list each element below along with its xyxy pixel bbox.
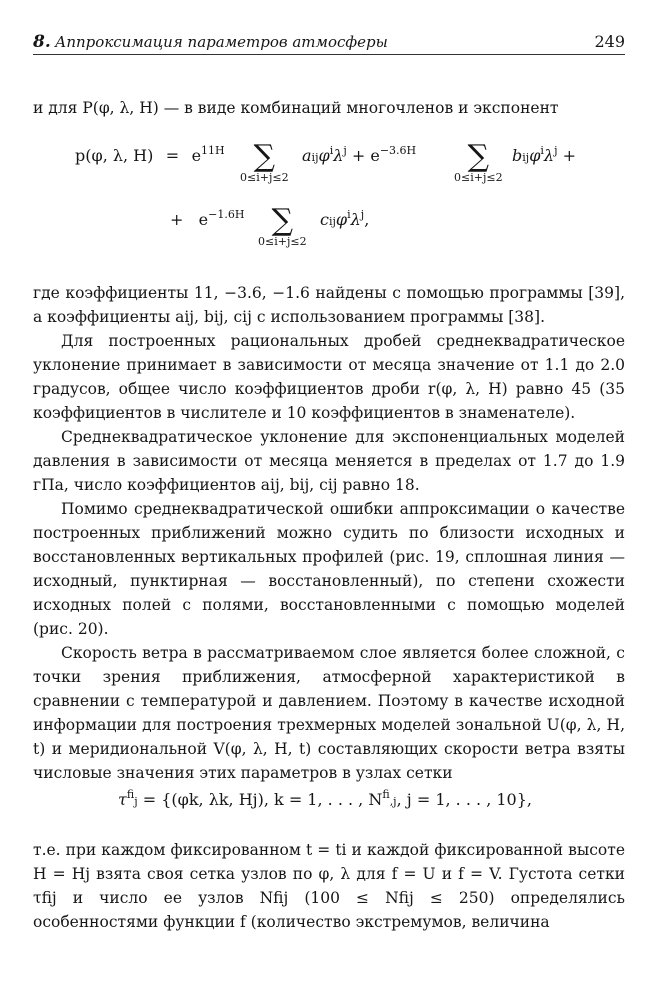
paragraph-quality: Помимо среднеквадратической ошибки аппроксимации о качестве построенных приближений можно судить по близости исходных и восстановленных вертикальных профилей (рис. 19, сплошная линия — исходный, пунктирная — восстановленный), по степени схожести исходных полей с полями, восстановленными с помощью моделей (рис. 20). — [33, 500, 625, 638]
formula-lhs: p(φ, λ, H) — [75, 146, 154, 165]
sum-symbol-3: ∑ 0≤i+j≤2 — [258, 203, 307, 248]
formula-grid: $\tau^fij = \{(\varphi k$, λk, Hj), k = 1, . . . , $N^fi,j$, j = 1, . . . , 10}, — [118, 788, 532, 809]
body-text-2 — [33, 838, 625, 934]
running-title: Аппроксимация параметров атмосферы — [55, 33, 388, 51]
paragraph-grid-description: т.е. при каждом фиксированном t = ti и каждой фиксированной высоте H = Hj взята своя сетка узлов по φ, λ для f = U и f = V. Густота сетки τfij и число ее узлов Nfij (100 ≤ Nfij ≤ 250) определялись особенностями функции f (количество экстремумов, величина — [33, 841, 625, 931]
formula-term1-body: $aij\varphi^i\lambda^j + e^{-3.6H}$ — [302, 144, 417, 165]
page-number: 249 — [594, 32, 625, 51]
term1-exp: e — [191, 146, 202, 165]
paragraph-rational: Для построенных рациональных дробей среднеквадратическое уклонение принимает в зависимости от месяца значение от 1.1 до 2.0 градусов, общее число коэффициентов дроби r(φ, λ, H) равно 45 (35 коэффициентов в числителе и 10 коэффициентов в знаменателе). — [33, 332, 625, 422]
sum-symbol-1: ∑ 0≤i+j≤2 — [240, 139, 289, 184]
term2-sup: −3.6H — [379, 144, 417, 157]
running-header — [33, 30, 625, 55]
term3-exp: e — [198, 210, 209, 229]
intro-line: и для P(φ, λ, H) — в виде комбинаций многочленов и экспонент — [33, 99, 559, 117]
sum-limit-1: 0≤i+j≤2 — [240, 171, 289, 184]
term3-sup: −1.6H — [208, 208, 245, 221]
paragraph-exponential: Среднеквадратическое уклонение для экспоненциальных моделей давления в зависимости от месяца меняется в пределах от 1.7 до 1.9 гПа, число коэффициентов aij, bij, cij равно 18. — [33, 428, 625, 494]
intro-paragraph — [33, 96, 625, 120]
body-text-1 — [33, 281, 625, 785]
formula-equals: = — [165, 146, 180, 165]
sum-limit-2: 0≤i+j≤2 — [454, 171, 503, 184]
term1-sup: 11H — [201, 144, 225, 157]
formula-term3-body: $cij\varphi^i\lambda^j$, — [320, 208, 370, 229]
formula-term2-body: $bij\varphi^i\lambda^j$ + — [512, 144, 576, 165]
section-number: 8. — [33, 32, 51, 52]
paragraph-wind: Скорость ветра в рассматриваемом слое является более сложной, с точки зрения приближения, атмосферной характеристикой в сравнении с температурой и давлением. Поэтому в качестве исходной информации для построения трехмерных моделей зональной U(φ, λ, H, t) и меридиональной V(φ, λ, H, t) составляющих скорости ветра взяты числовые значения этих параметров в узлах сетки — [33, 644, 625, 782]
sum-symbol-2: ∑ 0≤i+j≤2 — [454, 139, 503, 184]
formula-line-2: + $e^{-1.6H}$ — [170, 208, 245, 229]
paragraph-coefficients: где коэффициенты 11, −3.6, −1.6 найдены с помощью программы [39], а коэффициенты aij, bij, cij с использованием программы [38]. — [33, 284, 625, 326]
sum-limit-3: 0≤i+j≤2 — [258, 235, 307, 248]
formula-line-1 — [75, 146, 225, 165]
term2-exp: e — [370, 146, 380, 165]
